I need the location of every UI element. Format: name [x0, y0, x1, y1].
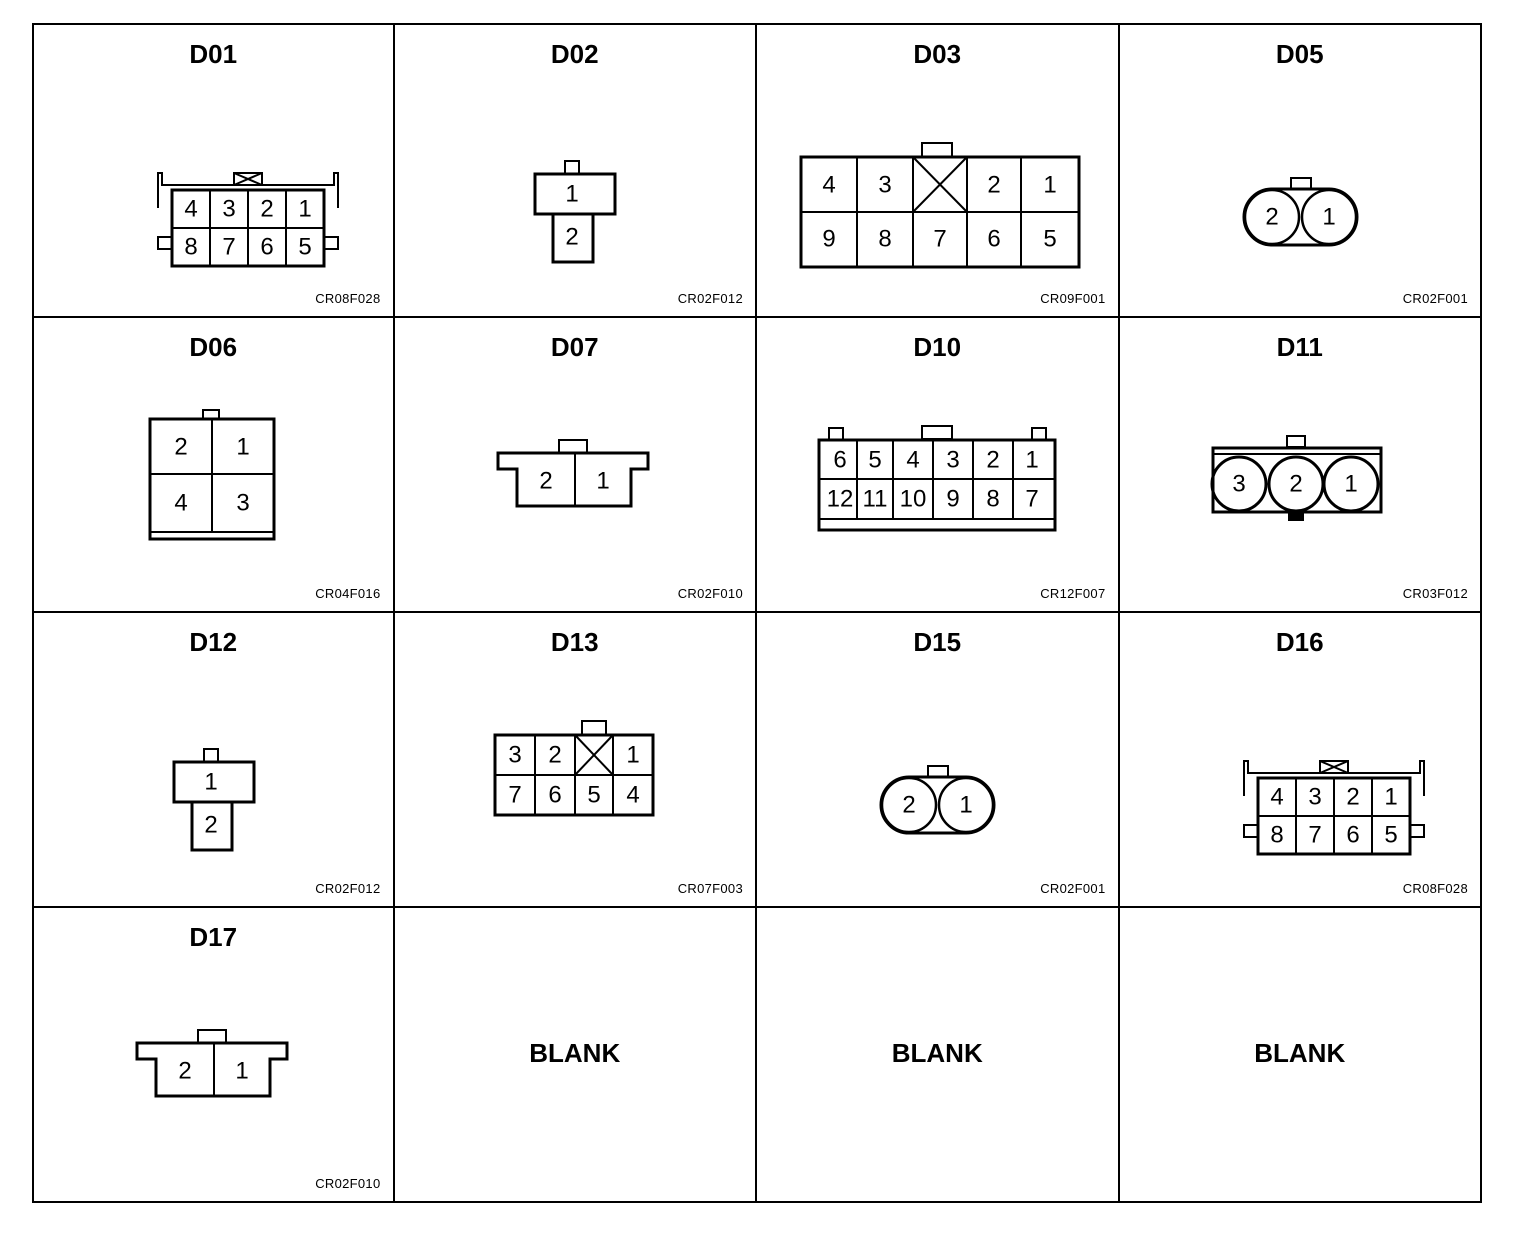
figure-code: CR12F007: [1040, 586, 1106, 601]
connector-id: D16: [1275, 627, 1324, 657]
housing-outline: [1244, 189, 1357, 245]
latch-tab: [1287, 436, 1305, 447]
pin-number: 8: [184, 233, 198, 261]
pin-number: 4: [184, 195, 198, 223]
connector-cell: [757, 613, 1120, 908]
latch-tab: [582, 721, 606, 735]
pin-number: 7: [933, 225, 947, 253]
pin-number: 2: [538, 467, 553, 495]
figure-code: CR04F016: [315, 586, 381, 601]
pin-number: 7: [1025, 485, 1039, 513]
connector-face: [498, 440, 648, 506]
pin-number: 2: [204, 811, 218, 839]
pin-number: 6: [547, 781, 562, 809]
connector-drawing: [757, 318, 1118, 611]
pin-number: 9: [822, 225, 836, 253]
connector-cell: [1120, 318, 1483, 613]
connector-drawing: [34, 908, 393, 1201]
figure-code: CR02F012: [677, 291, 743, 306]
pin-number: 7: [1307, 821, 1322, 849]
pin-number: 3: [507, 741, 522, 769]
pin-number: 5: [1383, 821, 1398, 849]
pin-number: 5: [868, 446, 882, 474]
latch-tab: [198, 1030, 226, 1043]
pin-number: 1: [959, 791, 973, 819]
figure-code: CR02F001: [1402, 291, 1468, 306]
connector-drawing: [395, 613, 756, 906]
connector-drawing: [1120, 318, 1481, 611]
pin-number: 4: [174, 489, 188, 517]
connector-id: D15: [913, 627, 962, 657]
connector-face: [1244, 178, 1357, 245]
figure-code: CR08F028: [1402, 881, 1468, 896]
connector-id: D05: [1275, 39, 1324, 69]
pin-number: 3: [1307, 783, 1322, 811]
connector-face: [158, 173, 338, 266]
key-block: [1288, 512, 1304, 521]
connector-drawing: [1120, 25, 1481, 316]
pin-number: 5: [298, 233, 312, 261]
pin-number: 8: [986, 485, 1000, 513]
connector-id: D02: [550, 39, 599, 69]
blank-cell: [1120, 908, 1483, 1203]
connector-id: D11: [1276, 332, 1323, 362]
latch-tab: [922, 426, 952, 439]
latch-tab: [829, 428, 843, 440]
pin-number: 4: [906, 446, 920, 474]
connector-grid: [32, 23, 1482, 1203]
pin-number: 1: [1321, 203, 1336, 231]
connector-cell: [1120, 613, 1483, 908]
pin-number: 2: [174, 433, 188, 461]
pin-number: 8: [1269, 821, 1284, 849]
connector-drawing: [757, 613, 1118, 906]
connector-id: D10: [913, 332, 962, 362]
pin-number: 1: [1025, 446, 1039, 474]
pin-number: 1: [298, 195, 312, 223]
pin-number: 4: [822, 171, 836, 199]
pin-number: 2: [260, 195, 274, 223]
pin-number: 5: [586, 781, 601, 809]
figure-code: CR03F012: [1402, 586, 1468, 601]
pin-number: 12: [826, 485, 854, 513]
pin-number: 2: [902, 791, 916, 819]
figure-code: CR08F028: [315, 291, 381, 306]
latch-tab: [1032, 428, 1046, 440]
connector-face: [1244, 761, 1424, 854]
latch-tab: [559, 440, 587, 453]
connector-cell: [757, 23, 1120, 318]
connector-drawing: [395, 318, 756, 611]
pin-number: 1: [1383, 783, 1398, 811]
blank-label: BLANK: [1254, 1038, 1346, 1068]
pin-number: 3: [946, 446, 960, 474]
figure-code: CR09F001: [1040, 291, 1106, 306]
figure-code: CR02F010: [677, 586, 743, 601]
pin-number: 1: [625, 741, 640, 769]
pin-number: 8: [878, 225, 892, 253]
connector-face: [881, 766, 994, 833]
housing-outline: [498, 453, 648, 506]
pin-number: 6: [987, 225, 1001, 253]
connector-face: [1212, 436, 1381, 521]
pin-number: 11: [862, 485, 888, 513]
connector-cell: [32, 908, 395, 1203]
pin-number: 2: [178, 1057, 192, 1085]
connector-id: D01: [189, 39, 238, 69]
pin-number: 2: [986, 446, 1000, 474]
connector-face: [535, 161, 615, 262]
pin-number: 1: [204, 768, 218, 796]
connector-drawing: [1120, 613, 1481, 906]
pin-number: 6: [260, 233, 274, 261]
latch-tab: [204, 749, 218, 762]
pin-number: 7: [222, 233, 236, 261]
pin-number: 4: [1269, 783, 1284, 811]
pin-number: 2: [1264, 203, 1279, 231]
connector-id: D03: [913, 39, 962, 69]
figure-code: CR02F010: [315, 1176, 381, 1191]
connector-cell: [395, 613, 758, 908]
pin-number: 1: [564, 180, 579, 208]
connector-face: [174, 749, 254, 850]
connector-id: D12: [189, 627, 238, 657]
connector-face: [150, 410, 274, 539]
figure-code: CR02F012: [315, 881, 381, 896]
connector-face: [495, 721, 653, 815]
housing-outline: [819, 440, 1055, 530]
connector-cell: [395, 23, 758, 318]
pin-number: 4: [625, 781, 640, 809]
connector-face: [801, 143, 1079, 267]
blank-cell: [757, 908, 1120, 1203]
pin-number: 3: [236, 489, 250, 517]
connector-id: D07: [550, 332, 599, 362]
latch-tab: [928, 766, 948, 777]
connector-id: D06: [189, 332, 238, 362]
housing-outline: [137, 1043, 287, 1096]
connector-cell: [32, 23, 395, 318]
blank-cell: [395, 908, 758, 1203]
pin-number: 2: [987, 171, 1001, 199]
latch-tab: [565, 161, 579, 174]
pin-number: 2: [564, 223, 579, 251]
pin-number: 6: [833, 446, 847, 474]
pin-number: 1: [236, 433, 250, 461]
connector-cell: [395, 318, 758, 613]
blank-label: BLANK: [891, 1038, 983, 1068]
pin-number: 5: [1043, 225, 1057, 253]
figure-code: CR02F001: [1040, 881, 1106, 896]
latch-tab: [1291, 178, 1311, 189]
connector-drawing: [34, 318, 393, 611]
connector-id: D17: [189, 922, 238, 952]
housing-outline: [881, 777, 994, 833]
pin-number: 3: [222, 195, 236, 223]
connector-cell: [1120, 23, 1483, 318]
connector-cell: [757, 318, 1120, 613]
pin-number: 7: [507, 781, 522, 809]
pin-number: 1: [1043, 171, 1057, 199]
connector-drawing: [34, 25, 393, 316]
pin-number: 3: [1231, 470, 1246, 498]
pin-number: 2: [1345, 783, 1360, 811]
pin-number: 1: [235, 1057, 249, 1085]
pin-number: 3: [878, 171, 892, 199]
pin-number: 10: [899, 485, 927, 513]
connector-face: [819, 426, 1055, 530]
connector-drawing: [34, 613, 393, 906]
side-tab: [1410, 825, 1424, 837]
connector-face: [137, 1030, 287, 1096]
connector-drawing: [395, 25, 756, 316]
pin-number: 6: [1345, 821, 1360, 849]
figure-code: CR07F003: [677, 881, 743, 896]
pin-number: 2: [1288, 470, 1303, 498]
pin-number: 1: [1343, 470, 1358, 498]
connector-drawing: [757, 25, 1118, 316]
side-tab: [158, 237, 172, 249]
blank-label: BLANK: [529, 1038, 621, 1068]
connector-id: D13: [550, 627, 599, 657]
connector-cell: [32, 318, 395, 613]
side-tab: [324, 237, 338, 249]
pin-number: 2: [547, 741, 562, 769]
pin-number: 9: [946, 485, 960, 513]
connector-cell: [32, 613, 395, 908]
latch-tab: [922, 143, 952, 157]
pin-number: 1: [595, 467, 610, 495]
side-tab: [1244, 825, 1258, 837]
